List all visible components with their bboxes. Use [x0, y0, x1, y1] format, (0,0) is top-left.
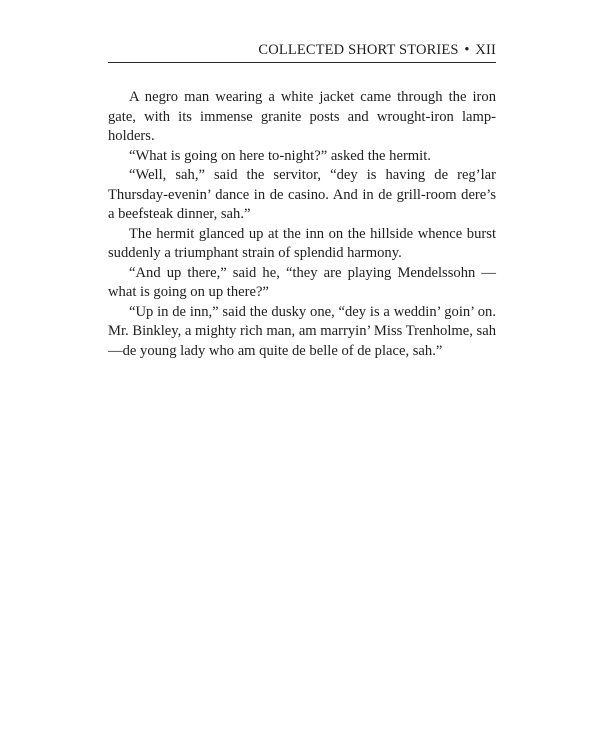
paragraph: The hermit glanced up at the inn on the hillside whence burst suddenly a triumphant strain of splendid harmony. — [108, 225, 496, 261]
paragraph: “Up in de inn,” said the dusky one, “dey is a weddin’ goin’ on. Mr. Binkley, a mighty rich man, am marryin’ Miss Trenholme, sah —de young lady who am quite de belle of de place, sah.” — [108, 303, 496, 359]
running-header — [108, 40, 496, 63]
paragraph: “What is going on here to-night?” asked the hermit. — [129, 147, 431, 164]
header-bullet: • — [464, 42, 470, 58]
book-title: COLLECTED SHORT STORIES — [258, 42, 459, 58]
story-text — [108, 88, 496, 361]
chapter-number: XII — [475, 42, 496, 58]
paragraph: “And up there,” said he, “they are playing Mendelssohn — what is going on up there?” — [108, 264, 496, 300]
paragraph: A negro man wearing a white jacket came through the iron gate, with its immense granite posts and wrought-iron lamp-holders. — [108, 89, 496, 144]
paragraph: “Well, sah,” said the servitor, “dey is having de reg’lar Thursday-evenin’ dance in de casino. And in de grill-room dere’s a beefsteak dinner, sah.” — [108, 167, 496, 222]
